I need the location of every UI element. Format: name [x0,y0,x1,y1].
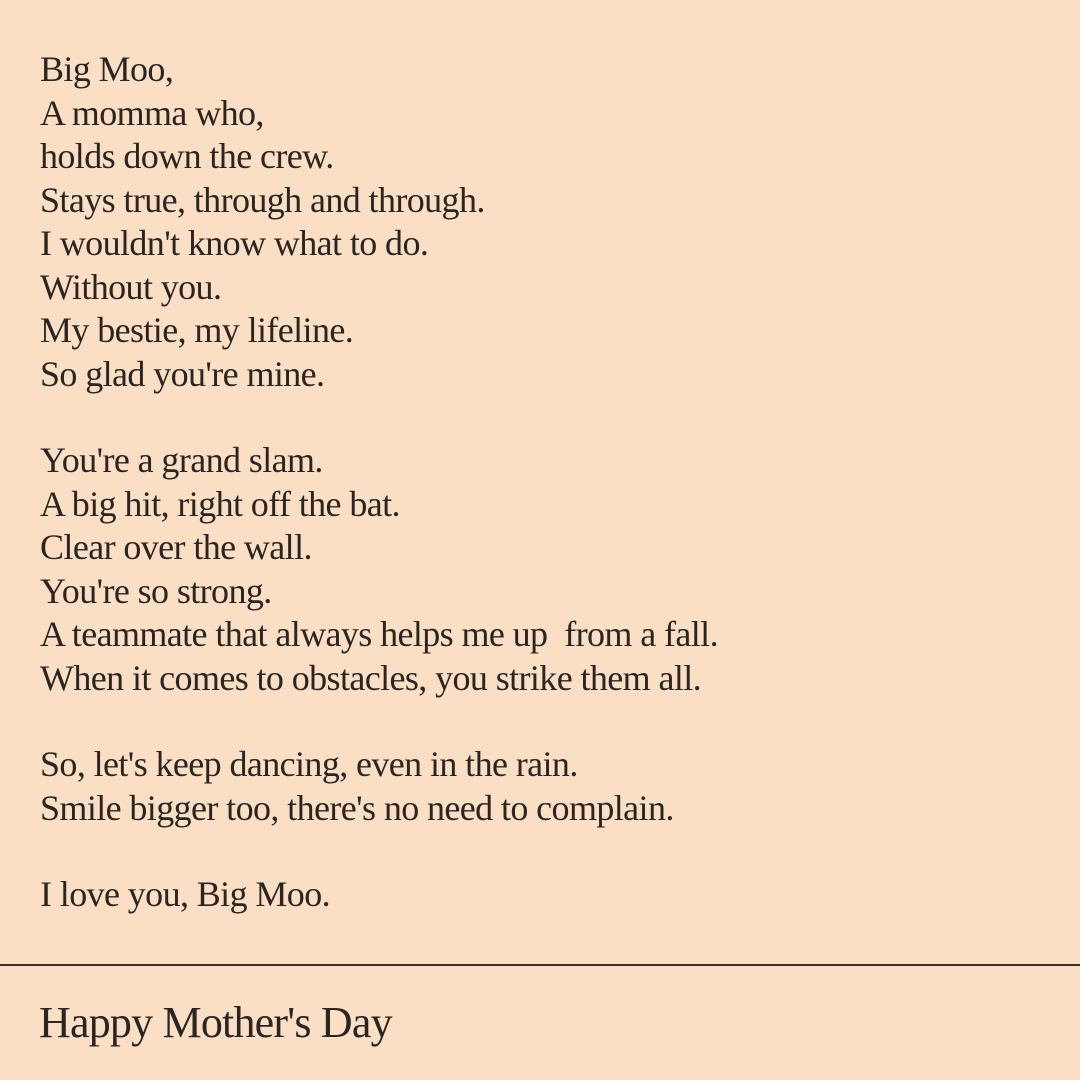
poem-line: You're a grand slam. [40,440,323,480]
poem-line: You're so strong. [40,570,272,611]
poem-line: A teammate that always helps me up from a fall. [40,614,718,654]
poem-line: Without you. [40,266,222,307]
footer-title: Happy Mother's Day [39,998,392,1047]
poem-line: So, let's keep dancing, even in the rain. [40,744,578,784]
poem-line: My bestie, my lifeline. [40,310,354,350]
poem-line: I wouldn't know what to do. [40,223,429,263]
poem-line: When it comes to obstacles, you strike them all. [40,657,702,698]
footer-divider [0,964,1080,966]
poem-line: A momma who, [40,92,264,133]
stanza-2 [40,439,1040,700]
poem-line: Stays true, through and through. [40,179,485,220]
poem [40,48,1040,917]
poem-line: I love you, Big Moo. [40,874,330,914]
poem-line: Smile bigger too, there's no need to complain. [40,787,674,828]
poem-line: A big hit, right off the bat. [40,483,400,524]
poem-line: holds down the crew. [40,136,334,176]
poem-line: So glad you're mine. [40,353,325,394]
stanza-3 [40,743,1040,830]
stanza-1 [40,48,1040,396]
stanza-4 [40,873,1040,917]
poem-line: Big Moo, [40,49,174,89]
poem-line: Clear over the wall. [40,527,312,567]
